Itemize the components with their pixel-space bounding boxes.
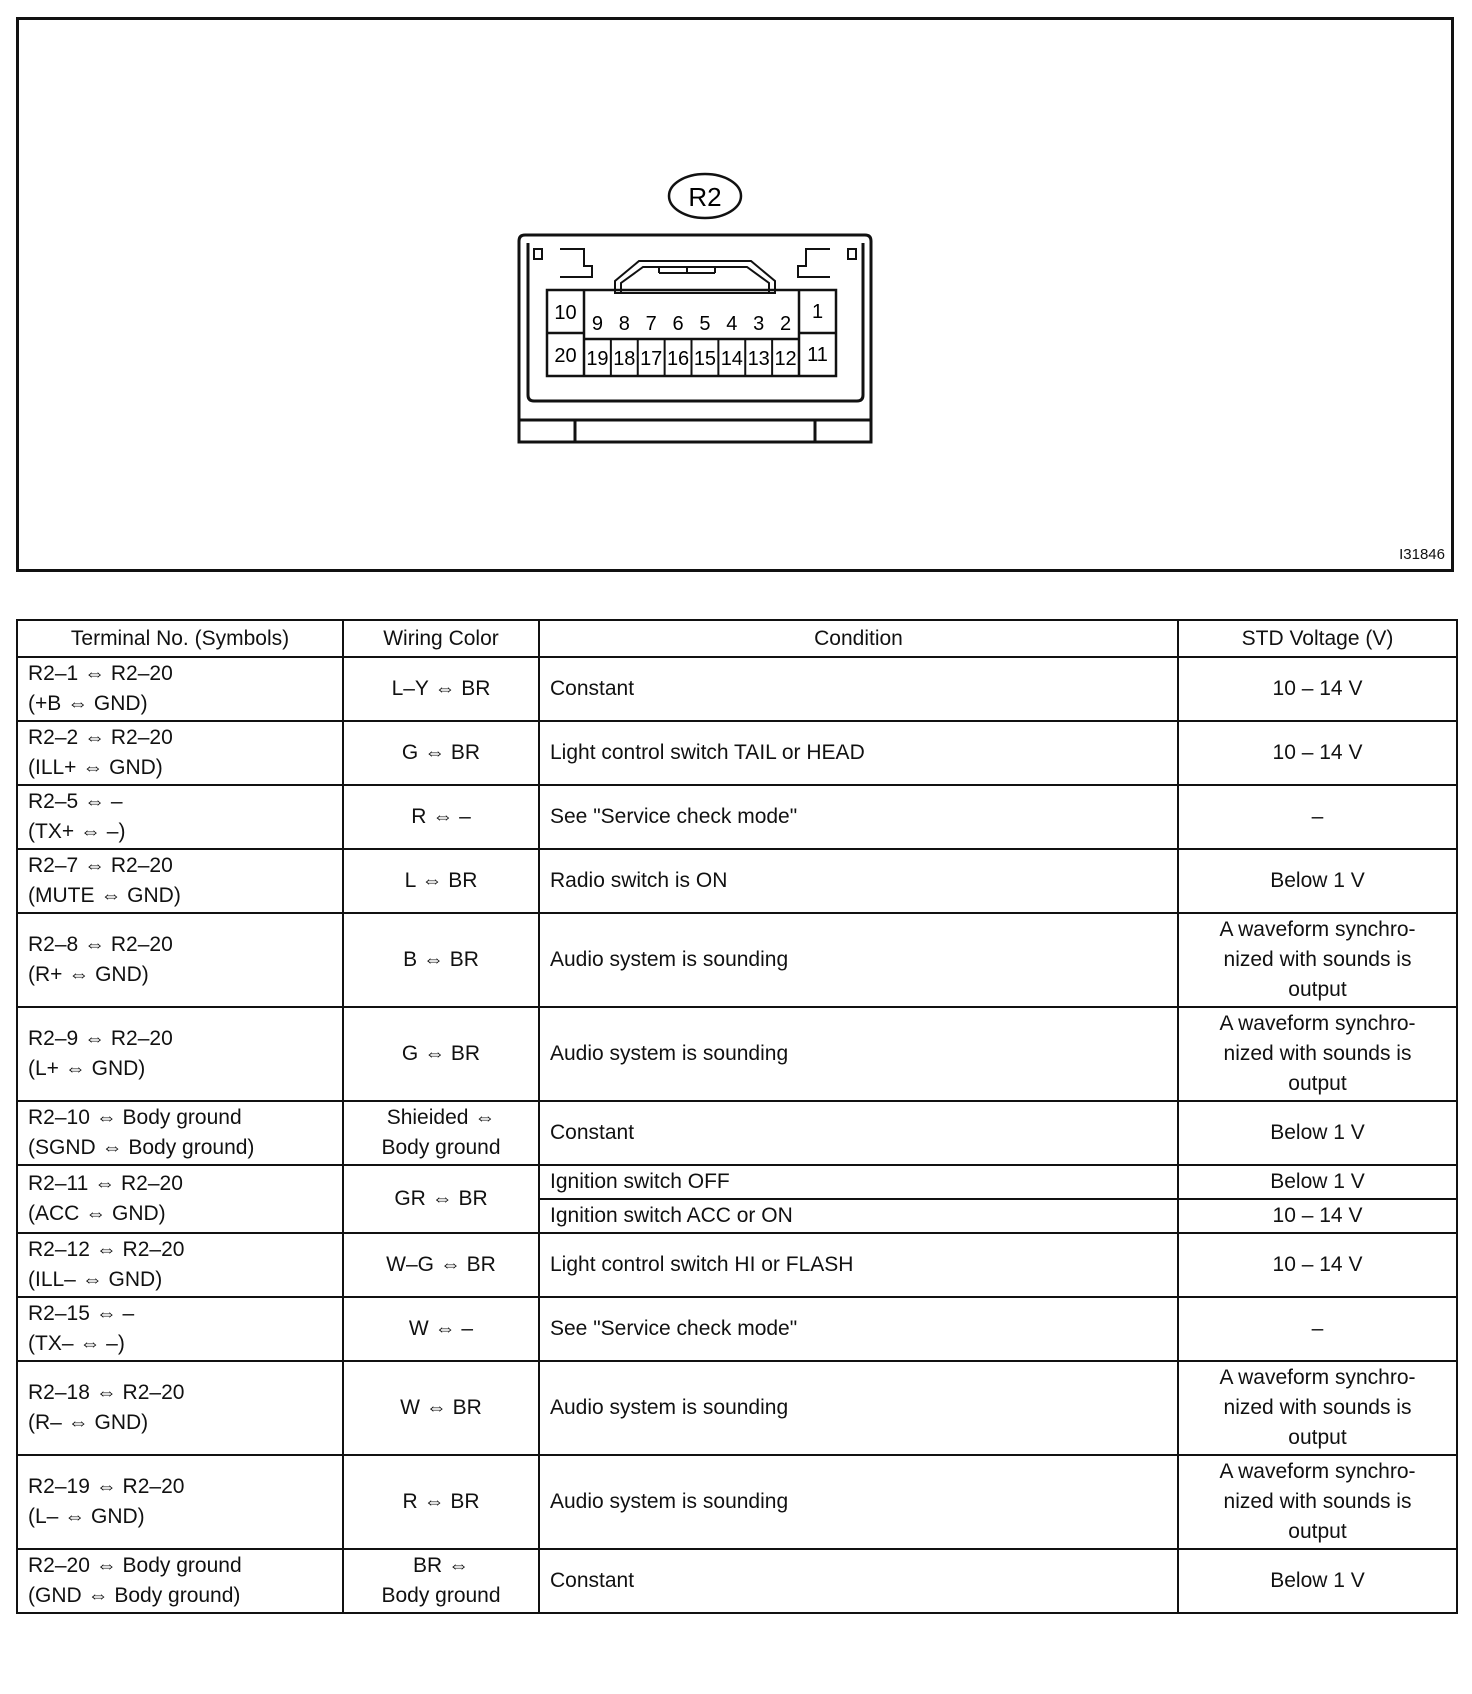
connector-drawing [19,20,1451,569]
terminal-cell: R2–7 ⇔ R2–20 (MUTE ⇔ GND) [17,849,343,913]
terminal-cell: R2–8 ⇔ R2–20 (R+ ⇔ GND) [17,913,343,1007]
wiring-color-cell: B ⇔ BR [343,913,539,1007]
wiring-color-cell: R ⇔ BR [343,1455,539,1549]
terminal-cell: R2–2 ⇔ R2–20 (ILL+ ⇔ GND) [17,721,343,785]
voltage-cell: A waveform synchro- nized with sounds is output [1178,1361,1457,1455]
terminal-cell: R2–19 ⇔ R2–20 (L– ⇔ GND) [17,1455,343,1549]
terminal-number: 8 [618,313,630,335]
terminal-number: 17 [640,348,663,370]
voltage-cell: Below 1 V [1178,1101,1457,1165]
voltage-cell: – [1178,1297,1457,1361]
wiring-color-cell: G ⇔ BR [343,721,539,785]
wiring-color-cell: L ⇔ BR [343,849,539,913]
table-row [17,721,1457,785]
wiring-color-cell: L–Y ⇔ BR [343,657,539,721]
wiring-color-cell: GR ⇔ BR [343,1165,539,1233]
condition-cell: Radio switch is ON [539,849,1178,913]
terminal-number: 13 [747,348,770,370]
figure-id: I31846 [1399,546,1445,563]
condition-cell: Constant [539,657,1178,721]
condition-cell: Ignition switch ACC or ON [539,1199,1178,1233]
connector-label: R2 [688,182,722,212]
condition-cell: See "Service check mode" [539,785,1178,849]
terminal-number: 18 [613,348,636,370]
wiring-color-cell: W ⇔ BR [343,1361,539,1455]
table-row [17,1165,1457,1199]
condition-cell: Audio system is sounding [539,1361,1178,1455]
table-row [17,849,1457,913]
voltage-cell: Below 1 V [1178,1165,1457,1199]
header-wiring-color: Wiring Color [343,620,539,657]
header-terminal: Terminal No. (Symbols) [17,620,343,657]
table-row [17,1233,1457,1297]
voltage-cell: 10 – 14 V [1178,1199,1457,1233]
condition-cell: See "Service check mode" [539,1297,1178,1361]
terminal-number: 1 [811,301,824,323]
header-condition: Condition [539,620,1178,657]
wiring-color-cell: R ⇔ – [343,785,539,849]
table-header-row [17,620,1457,657]
table-row [17,1361,1457,1455]
voltage-cell: – [1178,785,1457,849]
table-row [17,1101,1457,1165]
condition-cell: Light control switch TAIL or HEAD [539,721,1178,785]
terminal-number: 19 [586,348,609,370]
table-row [17,913,1457,1007]
condition-cell: Constant [539,1549,1178,1613]
connector-figure [16,17,1454,572]
terminal-number: 11 [807,344,828,366]
terminal-number: 7 [645,313,657,335]
table-row [17,1007,1457,1101]
terminal-number: 10 [554,302,577,324]
voltage-cell: A waveform synchro- nized with sounds is output [1178,1455,1457,1549]
terminal-number: 3 [753,313,765,335]
table-row [17,1455,1457,1549]
voltage-cell: 10 – 14 V [1178,657,1457,721]
voltage-cell: 10 – 14 V [1178,1233,1457,1297]
terminal-cell: R2–20 ⇔ Body ground (GND ⇔ Body ground) [17,1549,343,1613]
condition-cell: Audio system is sounding [539,1007,1178,1101]
connector-latch [534,249,856,293]
terminal-cell: R2–10 ⇔ Body ground (SGND ⇔ Body ground) [17,1101,343,1165]
terminal-cell: R2–9 ⇔ R2–20 (L+ ⇔ GND) [17,1007,343,1101]
condition-cell: Audio system is sounding [539,1455,1178,1549]
terminal-number: 9 [591,313,603,335]
wiring-color-cell: W–G ⇔ BR [343,1233,539,1297]
terminal-number: 16 [666,348,690,370]
voltage-cell: Below 1 V [1178,1549,1457,1613]
terminal-cell: R2–11 ⇔ R2–20 (ACC ⇔ GND) [17,1165,343,1233]
condition-cell: Ignition switch OFF [539,1165,1178,1199]
wiring-color-cell: BR ⇔ Body ground [343,1549,539,1613]
terminal-spec-table [16,619,1458,1614]
wiring-color-cell: W ⇔ – [343,1297,539,1361]
terminal-cell: R2–1 ⇔ R2–20 (+B ⇔ GND) [17,657,343,721]
wiring-color-cell: G ⇔ BR [343,1007,539,1101]
terminal-number: 20 [554,345,577,367]
terminal-number: 2 [780,313,792,335]
wiring-color-cell: Shieided ⇔ Body ground [343,1101,539,1165]
table-row [17,657,1457,721]
condition-cell: Light control switch HI or FLASH [539,1233,1178,1297]
voltage-cell: A waveform synchro- nized with sounds is output [1178,1007,1457,1101]
terminal-number: 14 [720,348,743,370]
voltage-cell: Below 1 V [1178,849,1457,913]
header-std-voltage: STD Voltage (V) [1178,620,1457,657]
terminal-number: 5 [699,313,711,335]
terminal-cell: R2–18 ⇔ R2–20 (R– ⇔ GND) [17,1361,343,1455]
voltage-cell: A waveform synchro- nized with sounds is output [1178,913,1457,1007]
table-row [17,1297,1457,1361]
terminal-number: 15 [693,348,717,370]
terminal-cell: R2–15 ⇔ – (TX– ⇔ –) [17,1297,343,1361]
terminal-cell: R2–12 ⇔ R2–20 (ILL– ⇔ GND) [17,1233,343,1297]
table-row [17,1549,1457,1613]
terminal-cell: R2–5 ⇔ – (TX+ ⇔ –) [17,785,343,849]
terminal-number: 6 [672,313,684,335]
terminal-number: 4 [726,313,738,335]
table-row [17,785,1457,849]
terminal-number: 12 [774,348,797,370]
voltage-cell: 10 – 14 V [1178,721,1457,785]
condition-cell: Audio system is sounding [539,913,1178,1007]
condition-cell: Constant [539,1101,1178,1165]
